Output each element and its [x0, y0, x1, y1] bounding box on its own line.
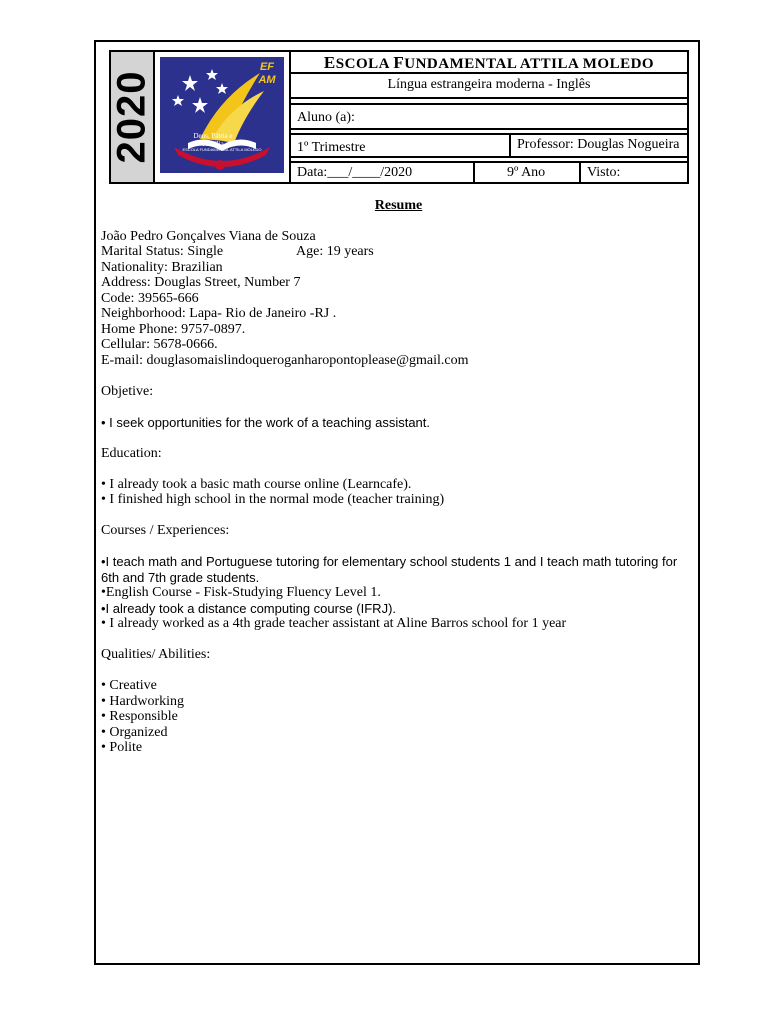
- visto-field[interactable]: Visto:: [579, 163, 687, 182]
- nationality: Nationality: Brazilian: [101, 259, 223, 275]
- postal-code: Code: 39565-666: [101, 290, 199, 306]
- qualities-item: • Polite: [101, 740, 143, 755]
- qualities-item: • Responsible: [101, 709, 178, 724]
- objective-item: • I seek opportunities for the work of a teaching assistant.: [101, 414, 431, 430]
- logo-motto: Deus, Pátria e Família: [193, 132, 233, 148]
- courses-item: •English Course - Fisk-Studying Fluency Level 1.: [101, 585, 381, 600]
- courses-item: • I already worked as a 4th grade teacher assistant at Aline Barros school for 1 year: [101, 616, 567, 631]
- grade-label: 9º Ano: [473, 163, 579, 182]
- date-row: [291, 163, 687, 182]
- qualities-item: • Organized: [101, 724, 168, 740]
- education-item: • I already took a basic math course online (Learncafe).: [101, 476, 412, 492]
- marital-status: Marital Status: Single: [101, 244, 224, 259]
- logo-text: EFAM: [258, 61, 276, 86]
- term-label: 1º Trimestre: [297, 140, 366, 155]
- school-name-initial: E: [323, 53, 336, 72]
- student-field[interactable]: Aluno (a):: [291, 105, 687, 130]
- home-phone: Home Phone: 9757-0897.: [101, 321, 246, 337]
- date-field[interactable]: Data:___/____/2020: [297, 165, 413, 180]
- year-strip: [111, 52, 155, 182]
- courses-item: •I already took a distance computing course (IFRJ).: [101, 600, 397, 616]
- school-name-part2: UNDAMENTAL ATTILA MOLEDO: [404, 56, 655, 72]
- qualities-item: • Hardworking: [101, 693, 185, 709]
- term-row: [291, 135, 687, 158]
- logo-ribbon-text: ESCOLA FUNDAMENTAL ATTILA MOLEDO: [182, 147, 262, 152]
- age: Age: 19 years: [296, 244, 374, 259]
- full-name: João Pedro Gonçalves Viana de Souza: [101, 228, 316, 244]
- qualities-heading: Qualities/ Abilities:: [101, 647, 211, 662]
- subject-subtitle: Língua estrangeira moderna - Inglês: [291, 74, 687, 99]
- courses-item: •I teach math and Portuguese tutoring for elementary school students 1 and I teach math tutoring for 6th and 7th grade students.: [101, 554, 678, 585]
- logo-cell: [155, 52, 291, 182]
- school-name-initial-f: F: [393, 53, 405, 72]
- education-heading: Education:: [101, 445, 162, 461]
- email: E-mail: douglasomaislindoqueroganharopontoplease@gmail.com: [101, 352, 469, 368]
- school-name-part1: SCOLA: [335, 56, 394, 72]
- school-header: [109, 50, 689, 184]
- marital-age-row: [101, 244, 696, 260]
- header-info: [291, 52, 687, 182]
- objective-heading: Objetive:: [101, 383, 154, 399]
- resume-title: Resume: [374, 198, 423, 213]
- courses-heading: Courses / Experiences:: [101, 523, 230, 538]
- year-label: 2020: [109, 70, 154, 164]
- qualities-item: • Creative: [101, 678, 157, 693]
- professor-label: Professor: Douglas Nogueira: [509, 135, 687, 156]
- school-name: [291, 52, 687, 74]
- school-logo: [160, 57, 284, 173]
- cellular: Cellular: 5678-0666.: [101, 337, 218, 352]
- neighborhood: Neighborhood: Lapa- Rio de Janeiro -RJ .: [101, 306, 337, 321]
- address: Address: Douglas Street, Number 7: [101, 275, 301, 290]
- education-item: • I finished high school in the normal mode (teacher training): [101, 492, 445, 507]
- resume-content: [101, 198, 696, 756]
